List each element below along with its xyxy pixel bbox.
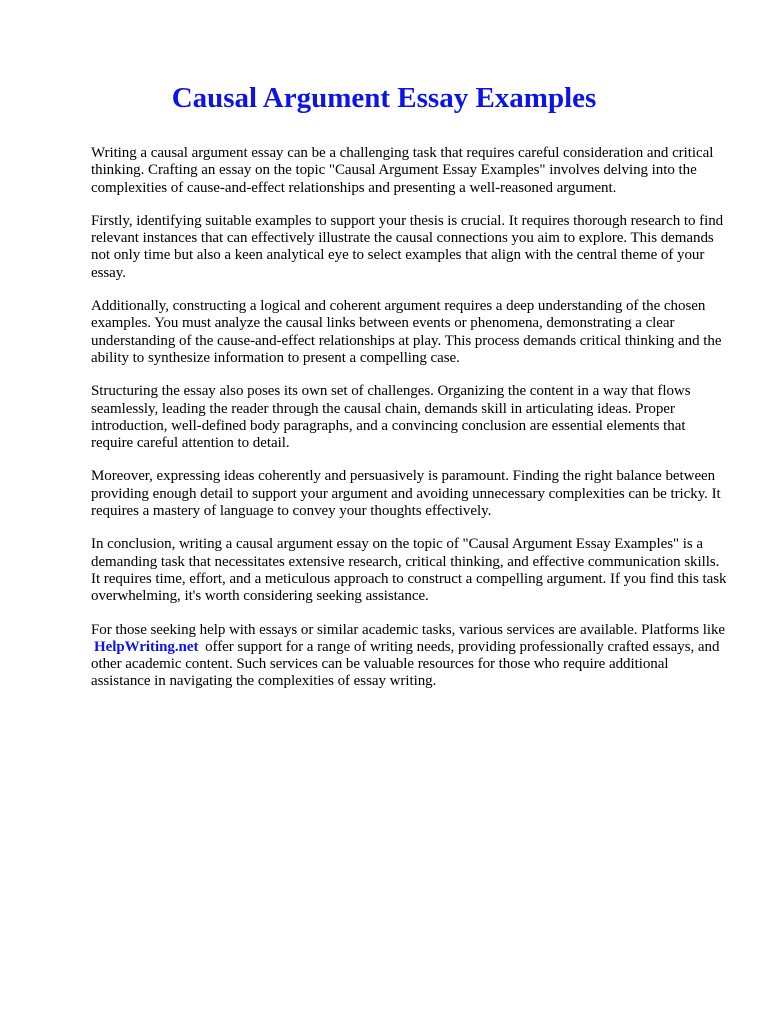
paragraph-examples: Firstly, identifying suitable examples to support your thesis is crucial. It requires thorough research to find relevant instances that can effectively illustrate the causal connections you aim to explore. This demands not only time but also a keen analytical eye to select examples that align with the central theme of your essay. xyxy=(91,212,724,281)
paragraph-intro: Writing a causal argument essay can be a challenging task that requires careful consideration and critical thinking. Crafting an essay on the topic "Causal Argument Essay Examples" involves delving into the complexities of cause-and-effect relationships and presenting a well-reasoned argument. xyxy=(91,145,714,196)
paragraph-conclusion: In conclusion, writing a causal argument essay on the topic of "Causal Argument Essay Examples" is a demanding task that necessitates extensive research, critical thinking, and effective communication skills. It requires time, effort, and a meticulous approach to construct a compelling argument. If you find this task overwhelming, it's worth considering seeking assistance. xyxy=(91,536,727,605)
services-text-after-link: offer support for a range of writing needs, providing professionally crafted essays, and other academic content. Such services can be valuable resources for those who require additional assistance in navigating the complexities of essay writing. xyxy=(91,638,720,690)
paragraph-services xyxy=(91,622,731,691)
paragraph-argument: Additionally, constructing a logical and coherent argument requires a deep understanding of the chosen examples. You must analyze the causal links between events or phenomena, demonstrating a clear understanding of the cause-and-effect relationships at play. This process demands critical thinking and the ability to synthesize information to present a compelling case. xyxy=(91,298,722,366)
document-body xyxy=(91,145,731,707)
helpwriting-link[interactable]: HelpWriting.net xyxy=(94,638,199,655)
services-text-before-link: For those seeking help with essays or similar academic tasks, various services are available. Platforms like xyxy=(91,621,726,638)
paragraph-expression: Moreover, expressing ideas coherently and persuasively is paramount. Finding the right balance between providing enough detail to support your argument and avoiding unnecessary complexities can be tricky. It requires a mastery of language to convey your thoughts effectively. xyxy=(91,468,721,520)
paragraph-structure: Structuring the essay also poses its own set of challenges. Organizing the content in a way that flows seamlessly, leading the reader through the causal chain, demands skill in articulating ideas. Proper introduction, well-defined body paragraphs, and a convincing conclusion are essential elements that require careful attention to detail. xyxy=(91,383,691,452)
page-title: Causal Argument Essay Examples xyxy=(171,82,597,114)
